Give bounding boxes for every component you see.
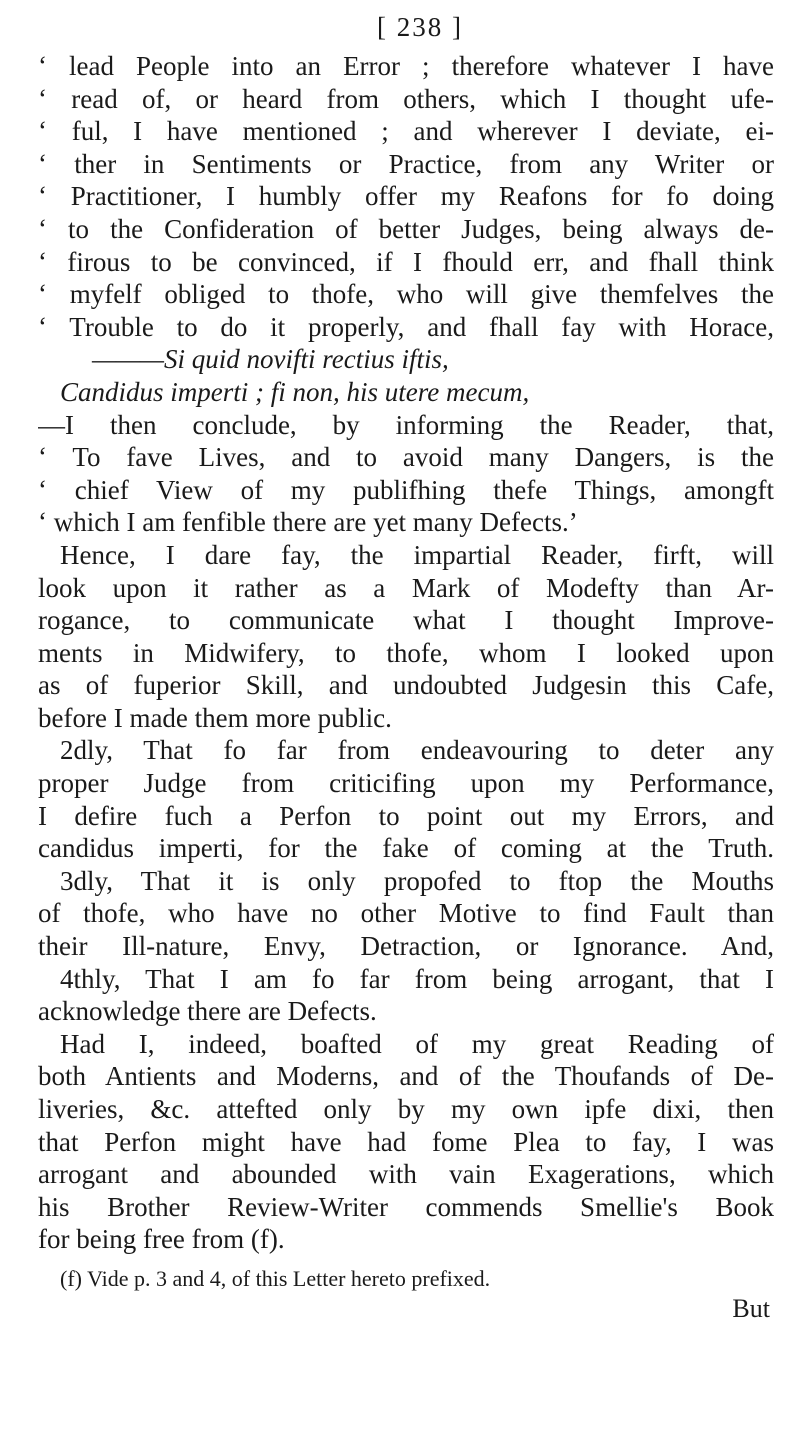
verse-line: Candidus imperti ; fi non, his utere mecum, <box>60 376 530 407</box>
text-line: liveries, &c. attefted only by my own ipfe dixi, then <box>38 1094 774 1124</box>
text-line: arrogant and abounded with vain Exagerations, which <box>38 1159 774 1190</box>
text-line: ‘ which I am fenfible there are yet many Defects.’ <box>38 507 578 538</box>
verse-line: ———Si quid novifti rectius iftis, <box>92 344 449 375</box>
text-line: proper Judge from criticifing upon my Performance, <box>38 768 774 799</box>
page-body <box>38 50 774 1324</box>
text-line: their Ill-nature, Envy, Detraction, or Ignorance. And, <box>38 931 774 962</box>
page-number: [ 238 ] <box>377 12 463 42</box>
text-line: ‘ read of, or heard from others, which I thought ufe- <box>38 83 774 114</box>
paragraph-start: 2dly, That fo far from endeavouring to deter any <box>60 735 774 766</box>
text-line: ments in Midwifery, to thofe, whom I looked upon <box>38 637 774 668</box>
text-line: of thofe, who have no other Motive to find Fault than <box>38 898 774 929</box>
text-line: ‘ Practitioner, I humbly offer my Reafons for fo doing <box>38 181 774 212</box>
text-line: acknowledge there are Defects. <box>38 996 377 1027</box>
paragraph-start: Hence, I dare fay, the impartial Reader, firft, will <box>60 539 774 570</box>
text-line: ‘ Trouble to do it properly, and fhall fay with Horace, <box>38 311 774 342</box>
paragraph-start: 3dly, That it is only propofed to ftop the Mouths <box>60 865 774 896</box>
text-line: ‘ To fave Lives, and to avoid many Dangers, is the <box>38 442 774 473</box>
paragraph-start: Had I, indeed, boafted of my great Reading of <box>60 1028 774 1059</box>
text-line: ‘ firous to be convinced, if I fhould err, and fhall think <box>38 246 774 277</box>
text-line: candidus imperti, for the fake of coming at the Truth. <box>38 833 774 864</box>
text-line: ‘ ful, I have mentioned ; and wherever I deviate, ei- <box>38 116 774 147</box>
catchword: But <box>732 1293 770 1323</box>
text-line: I defire fuch a Perfon to point out my Errors, and <box>38 800 774 831</box>
text-line: ‘ chief View of my publifhing thefe Things, amongft <box>38 474 774 505</box>
footnote: (f) Vide p. 3 and 4, of this Letter hereto prefixed. <box>60 1265 491 1291</box>
text-line: ‘ myfelf obliged to thofe, who will give themfelves the <box>38 279 774 310</box>
text-line: ‘ lead People into an Error ; therefore whatever I have <box>38 51 774 81</box>
text-line: look upon it rather as a Mark of Modefty than Ar- <box>38 572 774 603</box>
text-line: ‘ to the Confideration of better Judges, being always de- <box>38 213 774 244</box>
text-line: as of fuperior Skill, and undoubted Judgesin this Cafe, <box>38 670 774 701</box>
text-line: ‘ ther in Sentiments or Practice, from any Writer or <box>38 148 774 179</box>
text-line: —I then conclude, by informing the Reader, that, <box>38 409 774 440</box>
text-line: his Brother Review-Writer commends Smellie's Book <box>38 1191 774 1222</box>
book-page <box>38 0 774 1440</box>
text-line: for being free from (f). <box>38 1224 285 1255</box>
text-line: rogance, to communicate what I thought Improve- <box>38 605 774 636</box>
text-line: both Antients and Moderns, and of the Thoufands of De- <box>38 1061 774 1092</box>
text-line: before I made them more public. <box>38 702 392 733</box>
paragraph-start: 4thly, That I am fo far from being arrogant, that I <box>60 963 774 994</box>
text-line: that Perfon might have had fome Plea to fay, I was <box>38 1126 774 1157</box>
